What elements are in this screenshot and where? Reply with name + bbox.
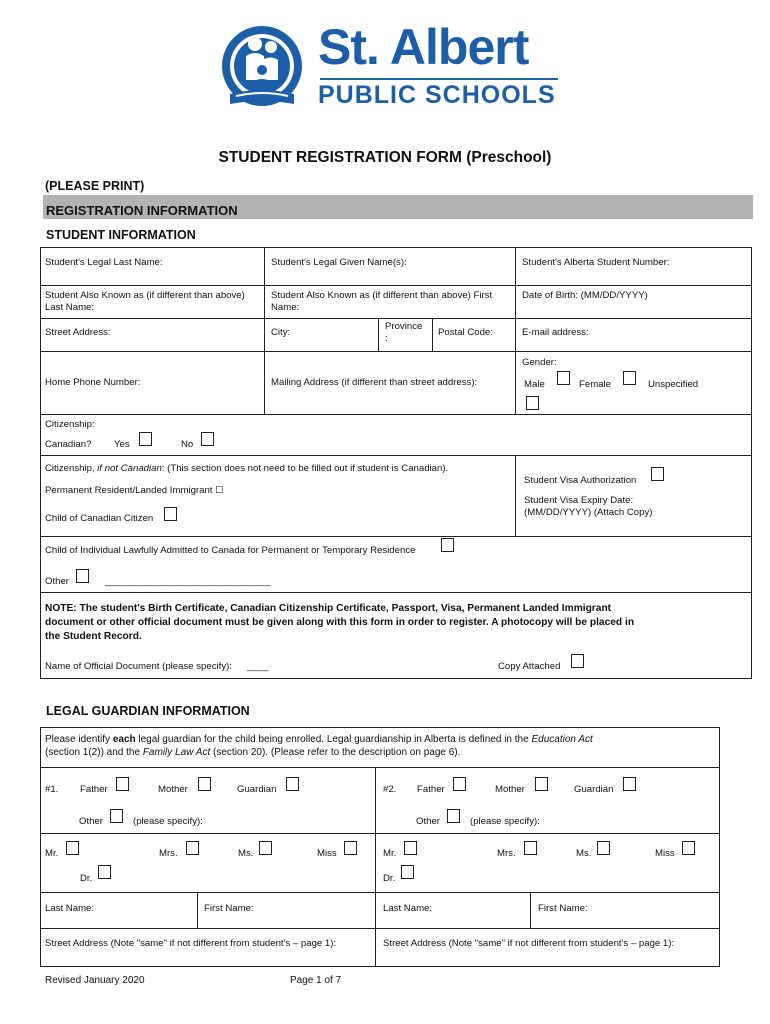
permanent-resident-option[interactable]: Permanent Resident/Landed Immigrant ☐ (45, 485, 224, 496)
guardian1-dr-label: Dr. (80, 873, 93, 884)
email-label: E-mail address: (522, 327, 589, 338)
registration-info-heading: REGISTRATION INFORMATION (46, 203, 238, 218)
legal-given-names-label: Student's Legal Given Name(s): (271, 257, 407, 268)
guardian-intro: Please identify each legal guardian for the child being enrolled. Legal guardianship in Alberta is defined in the Education Act (section 1(2)) and the Family Law Act (section 20). (Please refer to the description on page 6). (45, 734, 593, 758)
guardian2-guardian-checkbox[interactable] (623, 777, 636, 791)
guardian1-miss-checkbox[interactable] (344, 841, 357, 855)
guardian1-miss-label: Miss (317, 848, 337, 859)
canadian-no-label: No (181, 439, 194, 450)
student-visa-label: Student Visa Authorization (524, 475, 637, 486)
postal-code-label: Postal Code: (438, 327, 493, 338)
logo-divider (320, 78, 558, 80)
alberta-number-label: Student's Alberta Student Number: (522, 257, 670, 268)
guardian1-specify-label: (please specify): (133, 816, 203, 827)
guardian2-dr-checkbox[interactable] (401, 865, 414, 879)
guardian1-mother-checkbox[interactable] (198, 777, 211, 791)
canadian-yes-label: Yes (114, 439, 130, 450)
guardian1-mr-label: Mr. (45, 848, 59, 859)
canadian-yes-checkbox[interactable] (139, 432, 152, 446)
page-number: Page 1 of 7 (290, 975, 342, 986)
guardian1-mrs-checkbox[interactable] (186, 841, 199, 855)
guardian1-first-name-label: First Name: (204, 903, 254, 914)
guardian1-street-label: Street Address (Note "same" if not different from student's – page 1): (45, 938, 337, 949)
guardian2-number: #2. (383, 784, 397, 795)
guardian2-father-checkbox[interactable] (453, 777, 466, 791)
gender-unspecified-label: Unspecified (648, 379, 699, 390)
child-canadian-citizen-label: Child of Canadian Citizen (45, 513, 154, 524)
guardian2-guardian-label: Guardian (574, 784, 614, 795)
guardian1-number: #1. (45, 784, 59, 795)
gender-unspecified-checkbox[interactable] (526, 396, 539, 410)
student-info-heading: STUDENT INFORMATION (46, 228, 196, 242)
guardian1-mrs-label: Mrs. (159, 848, 178, 859)
aka-first-name-label: Student Also Known as (if different than above) First Name: (271, 290, 493, 313)
gender-female-label: Female (579, 379, 611, 390)
logo-subtitle: PUBLIC SCHOOLS (318, 81, 556, 109)
canadian-question: Canadian? (45, 439, 92, 450)
guardian2-mother-label: Mother (495, 784, 525, 795)
guardian2-father-label: Father (417, 784, 445, 795)
citizenship-other-label: Other (45, 576, 69, 587)
guardian1-guardian-label: Guardian (237, 784, 277, 795)
guardian-table (40, 727, 720, 967)
guardian2-other-checkbox[interactable] (447, 809, 460, 823)
lawful-residence-checkbox[interactable] (441, 538, 454, 552)
gender-female-checkbox[interactable] (623, 371, 636, 385)
citizenship-other-line[interactable]: _______________________________ (105, 576, 271, 587)
gender-label: Gender: (522, 357, 557, 368)
guardian2-miss-checkbox[interactable] (682, 841, 695, 855)
please-print-label: (PLEASE PRINT) (45, 179, 145, 193)
legal-last-name-label: Student's Legal Last Name: (45, 257, 163, 268)
guardian2-other-label: Other (416, 816, 440, 827)
guardian2-first-name-label: First Name: (538, 903, 588, 914)
guardian2-mrs-checkbox[interactable] (524, 841, 537, 855)
lawful-residence-label: Child of Individual Lawfully Admitted to Canada for Permanent or Temporary Residence (45, 545, 416, 556)
guardian1-mr-checkbox[interactable] (66, 841, 79, 855)
guardian1-ms-label: Ms. (238, 848, 254, 859)
citizenship-label: Citizenship: (45, 419, 95, 430)
street-address-label: Street Address: (45, 327, 111, 338)
school-logo-icon (212, 20, 312, 115)
guardian2-specify-label: (please specify): (470, 816, 540, 827)
guardian-heading: LEGAL GUARDIAN INFORMATION (46, 704, 250, 718)
school-logo (212, 20, 312, 115)
copy-attached-label: Copy Attached (498, 661, 561, 672)
logo-title: St. Albert (318, 19, 529, 75)
dob-label: Date of Birth: (MM/DD/YYYY) (522, 290, 648, 301)
guardian1-father-label: Father (80, 784, 108, 795)
gender-male-label: Male (524, 379, 545, 390)
guardian1-father-checkbox[interactable] (116, 777, 129, 791)
guardian1-mother-label: Mother (158, 784, 188, 795)
guardian2-street-label: Street Address (Note "same" if not different from student's – page 1): (383, 938, 675, 949)
gender-male-checkbox[interactable] (557, 371, 570, 385)
guardian1-ms-checkbox[interactable] (259, 841, 272, 855)
guardian1-other-checkbox[interactable] (110, 809, 123, 823)
guardian2-mrs-label: Mrs. (497, 848, 516, 859)
guardian1-last-name-label: Last Name: (45, 903, 95, 914)
official-document-line[interactable]: ____ (247, 661, 269, 672)
document-note: NOTE: The student's Birth Certificate, Canadian Citizenship Certificate, Passport, Visa, Permanent Landed Immigrant document or other official document must be given along with this form in order to register. A photocopy will be placed in the Student Record. (45, 603, 635, 642)
guardian2-ms-label: Ms. (576, 848, 592, 859)
guardian2-mother-checkbox[interactable] (535, 777, 548, 791)
student-visa-checkbox[interactable] (651, 467, 664, 481)
form-title: STUDENT REGISTRATION FORM (Preschool) (218, 149, 552, 166)
city-label: City: (271, 327, 291, 338)
guardian2-ms-checkbox[interactable] (597, 841, 610, 855)
home-phone-label: Home Phone Number: (45, 377, 141, 388)
citizenship-intro: Citizenship, if not Canadian: (This section does not need to be filled out if student is Canadian). (45, 463, 449, 474)
canadian-no-checkbox[interactable] (201, 432, 214, 446)
citizenship-other-checkbox[interactable] (76, 569, 89, 583)
visa-expiry-label: Student Visa Expiry Date: (MM/DD/YYYY) (Attach Copy) (524, 495, 653, 518)
guardian2-miss-label: Miss (655, 848, 675, 859)
aka-last-name-label: Student Also Known as (if different than above) Last Name: (45, 290, 245, 313)
guardian2-last-name-label: Last Name: (383, 903, 433, 914)
guardian2-mr-label: Mr. (383, 848, 397, 859)
guardian1-dr-checkbox[interactable] (98, 865, 111, 879)
guardian1-other-label: Other (79, 816, 103, 827)
copy-attached-checkbox[interactable] (571, 654, 584, 668)
province-label: Province : (385, 321, 423, 344)
revised-date: Revised January 2020 (45, 975, 145, 986)
guardian2-dr-label: Dr. (383, 873, 396, 884)
mailing-address-label: Mailing Address (if different than street address): (271, 377, 478, 388)
official-document-label: Name of Official Document (please specify): (45, 661, 232, 672)
guardian2-mr-checkbox[interactable] (404, 841, 417, 855)
guardian1-guardian-checkbox[interactable] (286, 777, 299, 791)
child-canadian-citizen-checkbox[interactable] (164, 507, 177, 521)
